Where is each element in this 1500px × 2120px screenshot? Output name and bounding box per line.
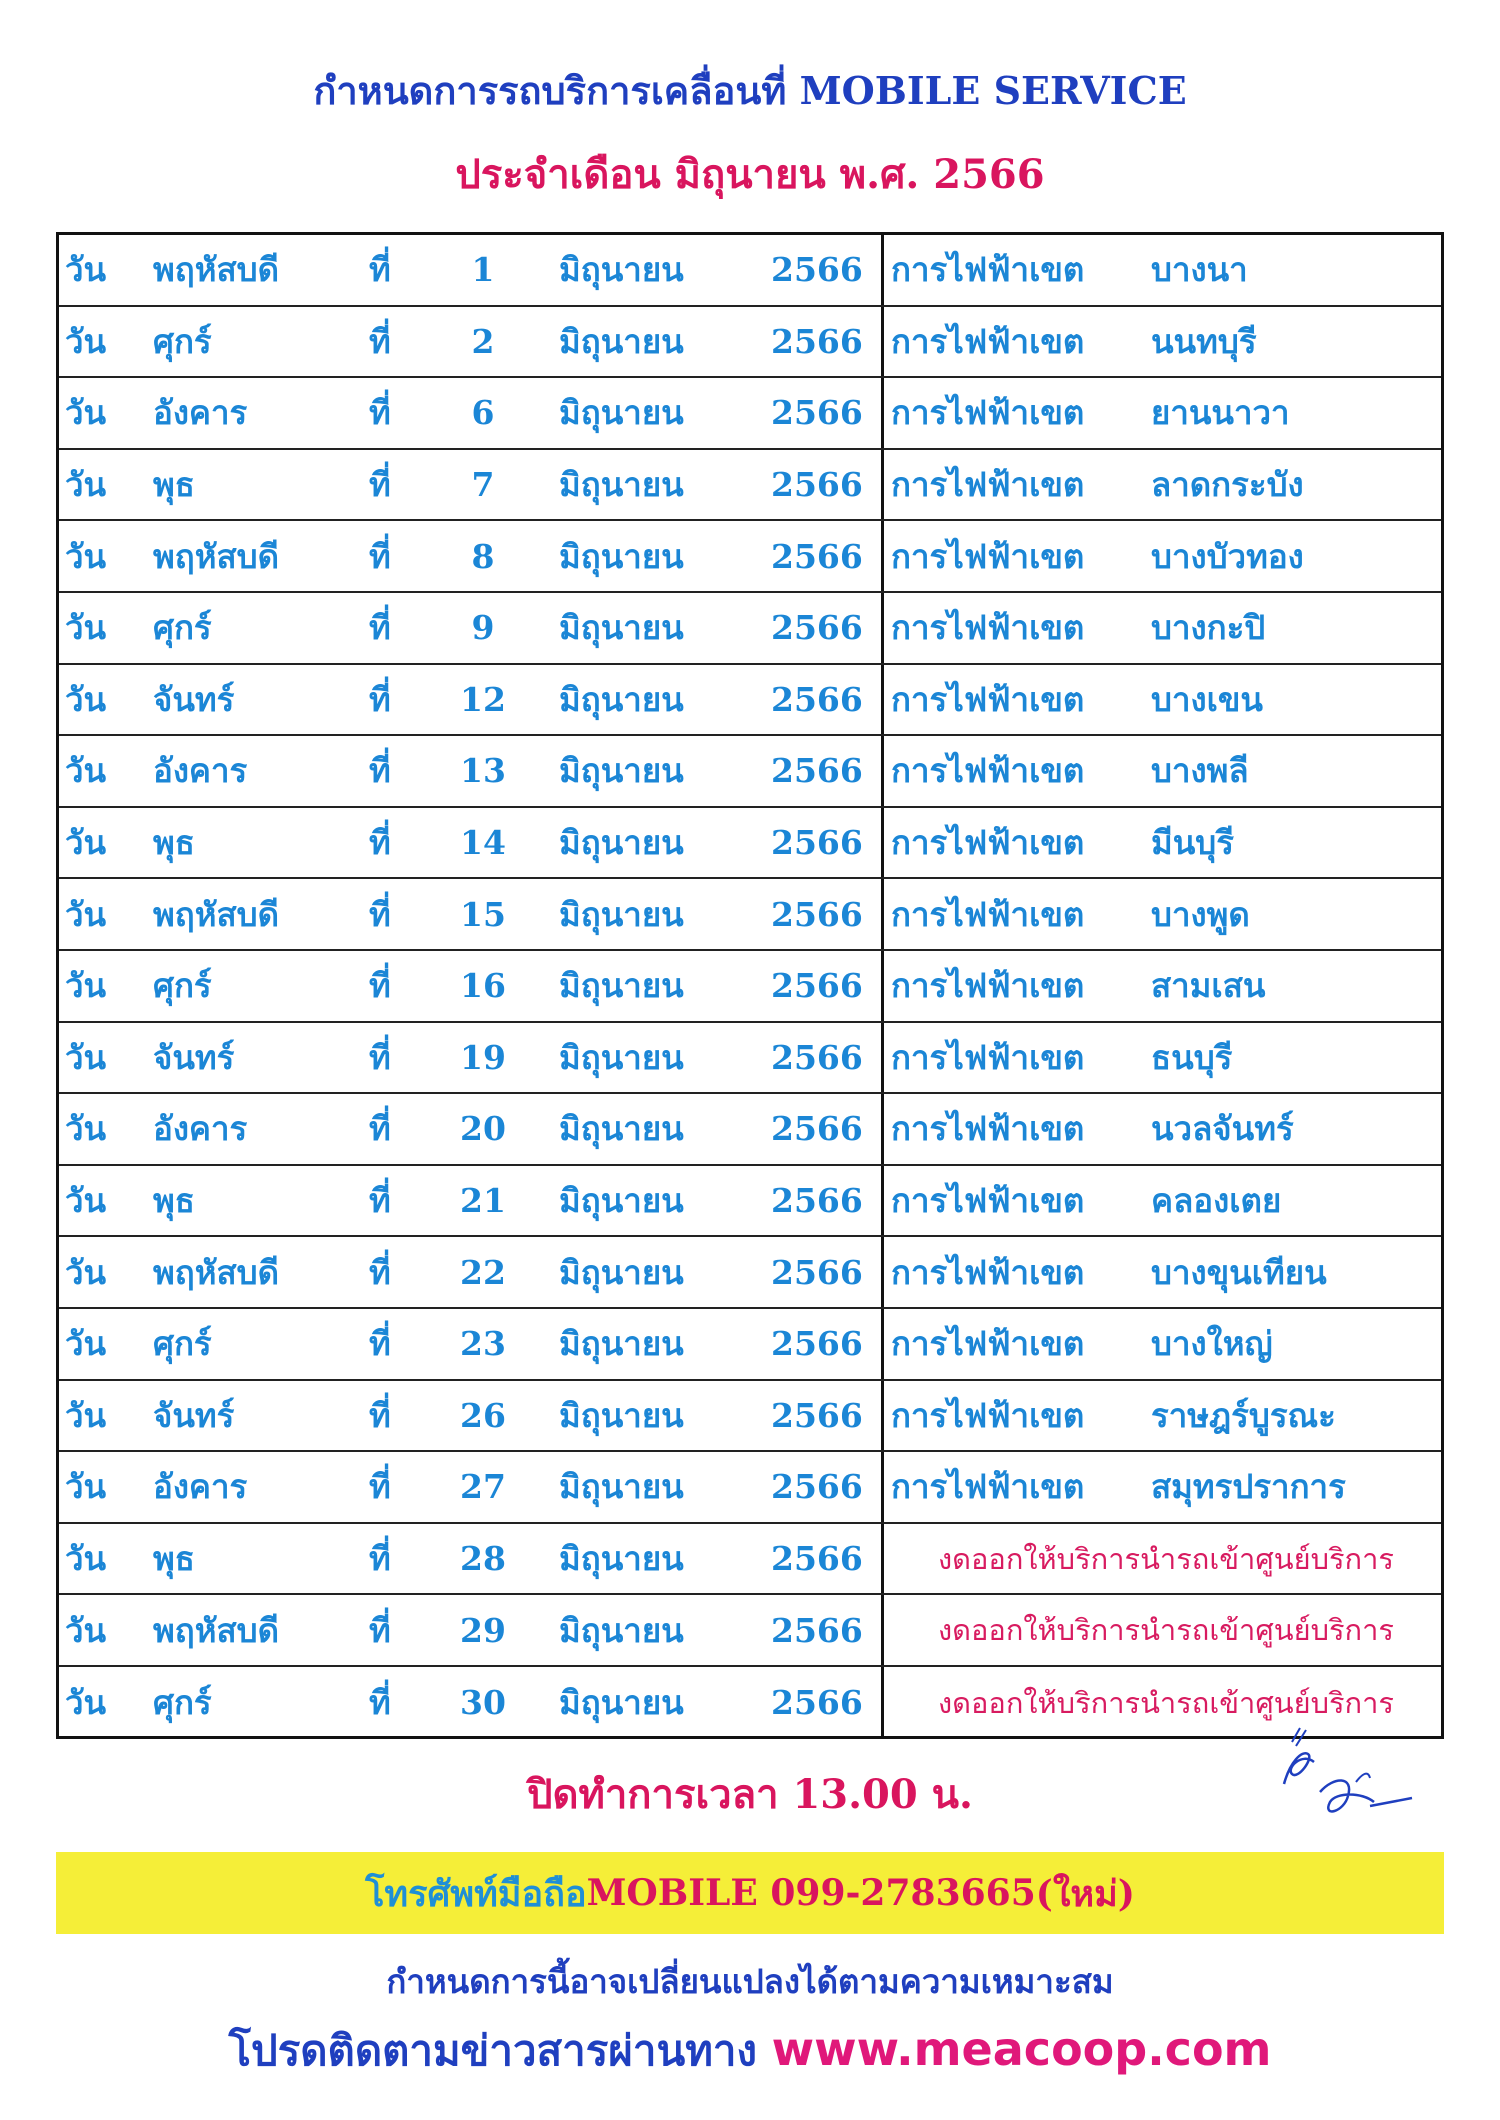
year-cell: 2566	[771, 1395, 863, 1435]
table-row	[59, 450, 1441, 522]
column-divider	[881, 1094, 884, 1164]
year-cell: 2566	[771, 1467, 863, 1507]
column-divider	[881, 1166, 884, 1236]
office-cell: การไฟฟ้าเขต	[891, 250, 1085, 290]
phone-number[interactable]: MOBILE 099-2783665	[586, 1872, 1036, 1914]
day-prefix-cell: วัน	[65, 1539, 107, 1579]
date-number-cell: 26	[460, 1395, 506, 1435]
date-prefix-cell: ที่	[369, 321, 391, 361]
weekday-cell: ศุกร์	[153, 1683, 212, 1723]
district-cell: บางพลี	[1151, 751, 1249, 791]
year-cell: 2566	[771, 1683, 863, 1723]
office-cell: การไฟฟ้าเขต	[891, 1467, 1085, 1507]
year-cell: 2566	[771, 1324, 863, 1364]
column-divider	[881, 593, 884, 663]
date-prefix-cell: ที่	[369, 393, 391, 433]
year-cell: 2566	[771, 1109, 863, 1149]
closing-time: ปิดทำการเวลา 13.00 น.	[527, 1771, 973, 1818]
weekday-cell: ศุกร์	[153, 608, 212, 648]
district-cell: มีนบุรี	[1151, 823, 1234, 863]
weekday-cell: จันทร์	[153, 1395, 235, 1435]
month-cell: มิถุนายน	[559, 465, 684, 505]
district-cell: บางพูด	[1151, 894, 1250, 934]
district-cell: ลาดกระบัง	[1151, 465, 1304, 505]
office-cell: การไฟฟ้าเขต	[891, 465, 1085, 505]
table-row	[59, 307, 1441, 379]
district-cell: นนทบุรี	[1151, 321, 1257, 361]
office-cell: การไฟฟ้าเขต	[891, 1324, 1085, 1364]
column-divider	[881, 879, 884, 949]
date-prefix-cell: ที่	[369, 1037, 391, 1077]
table-row	[59, 736, 1441, 808]
day-prefix-cell: วัน	[65, 608, 107, 648]
table-row	[59, 1595, 1441, 1667]
day-prefix-cell: วัน	[65, 1109, 107, 1149]
column-divider	[881, 736, 884, 806]
table-row	[59, 1094, 1441, 1166]
date-prefix-cell: ที่	[369, 1109, 391, 1149]
district-cell: ยานนาวา	[1151, 393, 1290, 433]
year-cell: 2566	[771, 608, 863, 648]
office-cell: การไฟฟ้าเขต	[891, 536, 1085, 576]
year-cell: 2566	[771, 1037, 863, 1077]
day-prefix-cell: วัน	[65, 966, 107, 1006]
weekday-cell: อังคาร	[153, 1109, 248, 1149]
weekday-cell: พุธ	[153, 1181, 195, 1221]
date-number-cell: 27	[460, 1467, 506, 1507]
date-prefix-cell: ที่	[369, 536, 391, 576]
table-row	[59, 1452, 1441, 1524]
phone-banner	[56, 1852, 1444, 1934]
date-number-cell: 13	[460, 751, 506, 791]
handwritten-signature-icon	[1262, 1722, 1422, 1832]
date-number-cell: 16	[460, 966, 506, 1006]
office-cell: การไฟฟ้าเขต	[891, 1037, 1085, 1077]
date-prefix-cell: ที่	[369, 1181, 391, 1221]
date-prefix-cell: ที่	[369, 679, 391, 719]
date-number-cell: 15	[460, 894, 506, 934]
weekday-cell: อังคาร	[153, 751, 248, 791]
office-cell: การไฟฟ้าเขต	[891, 1395, 1085, 1435]
office-cell: การไฟฟ้าเขต	[891, 1252, 1085, 1292]
month-cell: มิถุนายน	[559, 966, 684, 1006]
date-number-cell: 2	[471, 321, 495, 361]
column-divider	[881, 378, 884, 448]
year-cell: 2566	[771, 823, 863, 863]
table-row	[59, 521, 1441, 593]
date-number-cell: 22	[460, 1252, 506, 1292]
table-row	[59, 593, 1441, 665]
month-cell: มิถุนายน	[559, 1610, 684, 1650]
date-number-cell: 20	[460, 1109, 506, 1149]
column-divider	[881, 1309, 884, 1379]
date-prefix-cell: ที่	[369, 1252, 391, 1292]
office-cell: การไฟฟ้าเขต	[891, 393, 1085, 433]
date-number-cell: 28	[460, 1539, 506, 1579]
weekday-cell: ศุกร์	[153, 321, 212, 361]
month-cell: มิถุนายน	[559, 1109, 684, 1149]
day-prefix-cell: วัน	[65, 894, 107, 934]
date-number-cell: 29	[460, 1610, 506, 1650]
schedule-change-note: กำหนดการนี้อาจเปลี่ยนแปลงได้ตามความเหมาะสม	[386, 1962, 1114, 2001]
year-cell: 2566	[771, 679, 863, 719]
district-cell: บางกะปิ	[1151, 608, 1266, 648]
date-prefix-cell: ที่	[369, 1395, 391, 1435]
month-cell: มิถุนายน	[559, 1395, 684, 1435]
weekday-cell: พฤหัสบดี	[153, 536, 280, 576]
service-closed-note: งดออกให้บริการนำรถเข้าศูนย์บริการ	[938, 1541, 1394, 1576]
table-row	[59, 808, 1441, 880]
weekday-cell: พุธ	[153, 823, 195, 863]
weekday-cell: จันทร์	[153, 1037, 235, 1077]
month-cell: มิถุนายน	[559, 250, 684, 290]
district-cell: ธนบุรี	[1151, 1037, 1233, 1077]
table-row	[59, 1524, 1441, 1596]
column-divider	[881, 1667, 884, 1739]
date-prefix-cell: ที่	[369, 465, 391, 505]
service-closed-note: งดออกให้บริการนำรถเข้าศูนย์บริการ	[938, 1613, 1394, 1648]
column-divider	[881, 307, 884, 377]
month-cell: มิถุนายน	[559, 393, 684, 433]
date-number-cell: 30	[460, 1683, 506, 1723]
weekday-cell: พุธ	[153, 465, 195, 505]
district-cell: ราษฎร์บูรณะ	[1151, 1395, 1336, 1435]
follow-text: โปรดติดตามข่าวสารผ่านทาง	[228, 2026, 772, 2075]
column-divider	[881, 808, 884, 878]
weekday-cell: พุธ	[153, 1539, 195, 1579]
table-row	[59, 1166, 1441, 1238]
column-divider	[881, 1237, 884, 1307]
district-cell: สมุทรปราการ	[1151, 1467, 1346, 1507]
month-cell: มิถุนายน	[559, 1539, 684, 1579]
year-cell: 2566	[771, 966, 863, 1006]
day-prefix-cell: วัน	[65, 823, 107, 863]
month-cell: มิถุนายน	[559, 679, 684, 719]
date-number-cell: 23	[460, 1324, 506, 1364]
date-number-cell: 12	[460, 679, 506, 719]
year-cell: 2566	[771, 536, 863, 576]
date-number-cell: 6	[471, 393, 495, 433]
year-cell: 2566	[771, 1181, 863, 1221]
year-cell: 2566	[771, 321, 863, 361]
office-cell: การไฟฟ้าเขต	[891, 1109, 1085, 1149]
month-cell: มิถุนายน	[559, 1324, 684, 1364]
page-subtitle: ประจำเดือน มิถุนายน พ.ศ. 2566	[455, 151, 1045, 198]
date-prefix-cell: ที่	[369, 966, 391, 1006]
day-prefix-cell: วัน	[65, 1610, 107, 1650]
column-divider	[881, 521, 884, 591]
column-divider	[881, 951, 884, 1021]
day-prefix-cell: วัน	[65, 1467, 107, 1507]
date-prefix-cell: ที่	[369, 1467, 391, 1507]
year-cell: 2566	[771, 751, 863, 791]
day-prefix-cell: วัน	[65, 679, 107, 719]
district-cell: บางใหญ่	[1151, 1324, 1273, 1364]
year-cell: 2566	[771, 250, 863, 290]
date-prefix-cell: ที่	[369, 1539, 391, 1579]
table-row	[59, 235, 1441, 307]
year-cell: 2566	[771, 465, 863, 505]
table-row	[59, 665, 1441, 737]
year-cell: 2566	[771, 393, 863, 433]
weekday-cell: พฤหัสบดี	[153, 250, 280, 290]
day-prefix-cell: วัน	[65, 536, 107, 576]
office-cell: การไฟฟ้าเขต	[891, 966, 1085, 1006]
weekday-cell: อังคาร	[153, 393, 248, 433]
month-cell: มิถุนายน	[559, 536, 684, 576]
date-prefix-cell: ที่	[369, 1683, 391, 1723]
table-row	[59, 879, 1441, 951]
column-divider	[881, 1595, 884, 1665]
year-cell: 2566	[771, 1610, 863, 1650]
weekday-cell: ศุกร์	[153, 1324, 212, 1364]
month-cell: มิถุนายน	[559, 1683, 684, 1723]
day-prefix-cell: วัน	[65, 250, 107, 290]
day-prefix-cell: วัน	[65, 751, 107, 791]
date-number-cell: 9	[471, 608, 495, 648]
column-divider	[881, 1524, 884, 1594]
table-row	[59, 951, 1441, 1023]
year-cell: 2566	[771, 894, 863, 934]
column-divider	[881, 1452, 884, 1522]
column-divider	[881, 1381, 884, 1451]
month-cell: มิถุนายน	[559, 608, 684, 648]
weekday-cell: พฤหัสบดี	[153, 1252, 280, 1292]
table-row	[59, 1381, 1441, 1453]
district-cell: บางนา	[1151, 250, 1248, 290]
day-prefix-cell: วัน	[65, 393, 107, 433]
weekday-cell: จันทร์	[153, 679, 235, 719]
table-row	[59, 1023, 1441, 1095]
day-prefix-cell: วัน	[65, 1181, 107, 1221]
month-cell: มิถุนายน	[559, 894, 684, 934]
office-cell: การไฟฟ้าเขต	[891, 321, 1085, 361]
month-cell: มิถุนายน	[559, 1037, 684, 1077]
date-prefix-cell: ที่	[369, 608, 391, 648]
website-link[interactable]: www.meacoop.com	[771, 2022, 1272, 2076]
month-cell: มิถุนายน	[559, 751, 684, 791]
day-prefix-cell: วัน	[65, 1037, 107, 1077]
day-prefix-cell: วัน	[65, 1395, 107, 1435]
month-cell: มิถุนายน	[559, 1181, 684, 1221]
office-cell: การไฟฟ้าเขต	[891, 608, 1085, 648]
date-prefix-cell: ที่	[369, 894, 391, 934]
day-prefix-cell: วัน	[65, 321, 107, 361]
office-cell: การไฟฟ้าเขต	[891, 1181, 1085, 1221]
column-divider	[881, 235, 884, 305]
office-cell: การไฟฟ้าเขต	[891, 751, 1085, 791]
district-cell: บางขุนเทียน	[1151, 1252, 1327, 1292]
district-cell: สามเสน	[1151, 966, 1266, 1006]
weekday-cell: พฤหัสบดี	[153, 894, 280, 934]
date-prefix-cell: ที่	[369, 1324, 391, 1364]
date-prefix-cell: ที่	[369, 250, 391, 290]
date-number-cell: 14	[460, 823, 506, 863]
day-prefix-cell: วัน	[65, 1252, 107, 1292]
weekday-cell: พฤหัสบดี	[153, 1610, 280, 1650]
year-cell: 2566	[771, 1252, 863, 1292]
schedule-table	[56, 232, 1444, 1739]
date-prefix-cell: ที่	[369, 751, 391, 791]
date-number-cell: 19	[460, 1037, 506, 1077]
table-row	[59, 1309, 1441, 1381]
phone-new-tag: (ใหม่)	[1035, 1872, 1135, 1915]
month-cell: มิถุนายน	[559, 321, 684, 361]
day-prefix-cell: วัน	[65, 465, 107, 505]
table-row	[59, 378, 1441, 450]
district-cell: บางบัวทอง	[1151, 536, 1304, 576]
weekday-cell: ศุกร์	[153, 966, 212, 1006]
date-number-cell: 7	[471, 465, 495, 505]
column-divider	[881, 1023, 884, 1093]
month-cell: มิถุนายน	[559, 823, 684, 863]
office-cell: การไฟฟ้าเขต	[891, 894, 1085, 934]
column-divider	[881, 450, 884, 520]
day-prefix-cell: วัน	[65, 1683, 107, 1723]
date-number-cell: 8	[471, 536, 495, 576]
month-cell: มิถุนายน	[559, 1252, 684, 1292]
service-closed-note: งดออกให้บริการนำรถเข้าศูนย์บริการ	[938, 1685, 1394, 1720]
date-prefix-cell: ที่	[369, 1610, 391, 1650]
page-title: กำหนดการรถบริการเคลื่อนที่ MOBILE SERVICE	[313, 68, 1187, 113]
column-divider	[881, 665, 884, 735]
day-prefix-cell: วัน	[65, 1324, 107, 1364]
district-cell: บางเขน	[1151, 679, 1263, 719]
phone-label: โทรศัพท์มือถือ	[365, 1872, 587, 1915]
month-cell: มิถุนายน	[559, 1467, 684, 1507]
date-prefix-cell: ที่	[369, 823, 391, 863]
date-number-cell: 21	[460, 1181, 506, 1221]
date-number-cell: 1	[471, 250, 495, 290]
follow-news	[0, 2018, 1500, 2084]
year-cell: 2566	[771, 1539, 863, 1579]
table-row	[59, 1667, 1441, 1739]
office-cell: การไฟฟ้าเขต	[891, 823, 1085, 863]
weekday-cell: อังคาร	[153, 1467, 248, 1507]
office-cell: การไฟฟ้าเขต	[891, 679, 1085, 719]
district-cell: นวลจันทร์	[1151, 1109, 1294, 1149]
district-cell: คลองเตย	[1151, 1181, 1282, 1221]
table-row	[59, 1237, 1441, 1309]
